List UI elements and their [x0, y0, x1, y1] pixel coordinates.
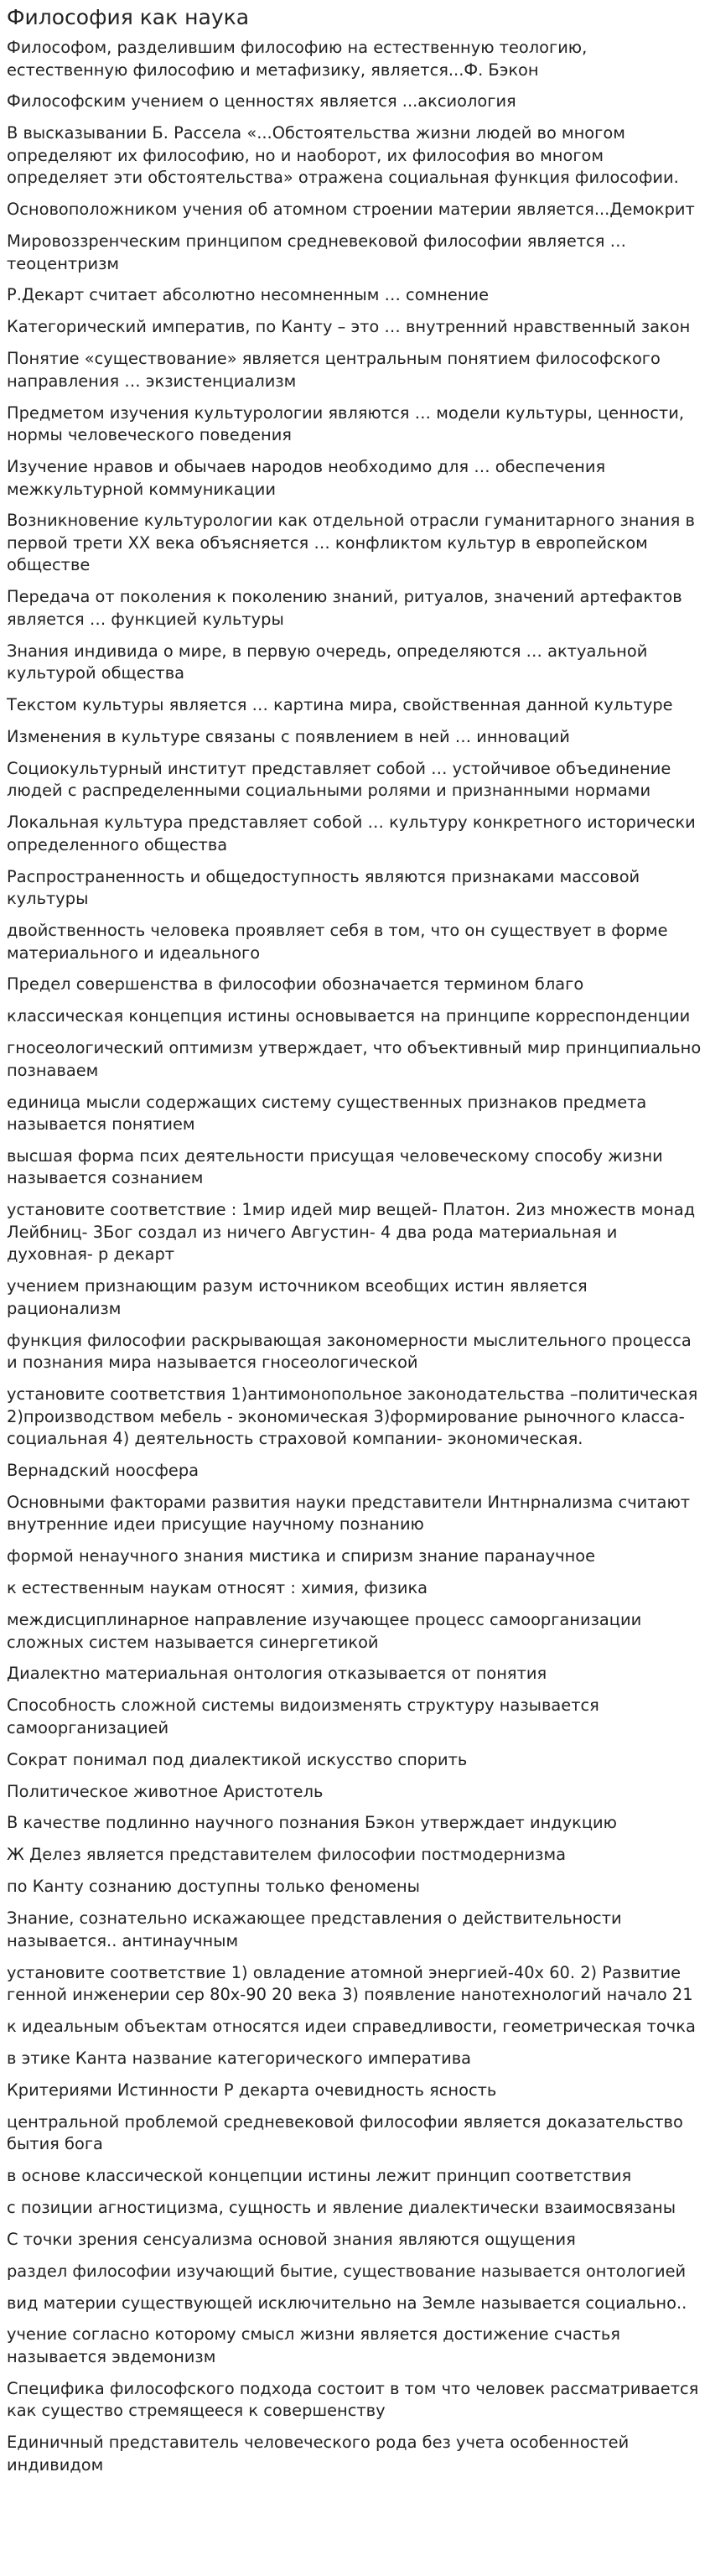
list-item: Локальная культура представляет собой … культуру конкретного исторически определенного общества	[7, 813, 696, 854]
list-item: формой ненаучного знания мистика и спиризм знание паранаучное	[7, 1546, 596, 1566]
list-item: С точки зрения сенсуализма основой знания являются ощущения	[7, 2229, 576, 2249]
list-item: Р.Декарт считает абсолютно несомненным … сомнение	[7, 285, 490, 305]
list-item: Распространенность и общедоступность являются признаками массовой культуры	[7, 866, 640, 909]
list-item: Знание, сознательно искажающее представления о действительности называется.. антинаучным	[7, 1909, 622, 1950]
list-item: установите соответствие 1) овладение атомной энергией-40х 60. 2) Развитие генной инженерии сер 80х-90 20 века 3) появление нанотехнологий начало 21	[7, 1962, 693, 2005]
list-item: в основе классической концепции истины лежит принцип соответствия	[7, 2165, 632, 2185]
list-item: гносеологический оптимизм утверждает, что объективный мир принципиально познаваем	[7, 1038, 702, 1080]
list-item: Специфика философского подхода состоит в том что человек рассматривается как существо стремящееся к совершенству	[7, 2378, 699, 2421]
list-item: Социокультурный институт представляет собой … устойчивое объединение людей с распределенными социальными ролями и признанными нормами	[7, 758, 671, 801]
list-item: двойственность человека проявляет себя в том, что он существует в форме материального и идеального	[7, 921, 668, 963]
list-item: Изучение нравов и обычаев народов необходимо для … обеспечения межкультурной коммуникации	[7, 457, 606, 499]
list-item: Ж Делез является представителем философии постмодернизма	[7, 1845, 566, 1865]
list-item: установите соответствия 1)антимонопольное законодательства –политическая 2)производством мебель - экономическая 3)формирование рыночного класса- социальная 4) деятельность страховой компании- экономическая.	[7, 1384, 698, 1449]
list-item: к идеальным объектам относятся идеи справедливости, геометрическая точка	[7, 2016, 696, 2036]
list-item: В высказывании Б. Рассела «...Обстоятельства жизни людей во многом определяют их философию, но и наоборот, их философия во многом определяет эти обстоятельства» отражена социальная функция философии.	[7, 123, 679, 188]
list-item: Диалектно материальная онтология отказывается от понятия	[7, 1664, 547, 1684]
list-item: В качестве подлинно научного познания Бэкон утверждает индукцию	[7, 1813, 617, 1833]
page-title: Философия как наука	[7, 5, 250, 29]
list-item: Возникновение культурологии как отдельной отрасли гуманитарного знания в первой трети XX века объясняется … конфликтом культур в европейском обществе	[7, 511, 695, 575]
list-item: Философом, разделившим философию на естественную теологию, естественную философию и метафизику, является...Ф. Бэкон	[7, 38, 588, 80]
list-item: Категорический императив, по Канту – это … внутренний нравственный закон	[7, 317, 691, 337]
list-item: Основными факторами развития науки представители Интнрнализма считают внутренние идеи присущие научному познанию	[7, 1492, 691, 1535]
list-item: Передача от поколения к поколению знаний, ритуалов, значений артефактов является … функцией культуры	[7, 587, 682, 629]
list-item: с позиции агностицизма, сущность и явление диалектически взаимосвязаны	[7, 2197, 676, 2217]
list-item: Изменения в культуре связаны с появлением в ней … инноваций	[7, 726, 570, 746]
list-item: Текстом культуры является … картина мира, свойственная данной культуре	[7, 695, 673, 715]
list-item: учением признающим разум источником всеобщих истин является рационализм	[7, 1276, 588, 1318]
list-item: учение согласно которому смысл жизни является достижение счастья называется эвдемонизм	[7, 2324, 620, 2366]
list-item: в этике Канта название категорического императива	[7, 2048, 472, 2068]
list-item: Философским учением о ценностях является ...аксиология	[7, 91, 516, 112]
list-item: классическая концепция истины основывается на принципе корреспонденции	[7, 1006, 691, 1026]
list-item: Критериями Истинности Р декарта очевидность ясность	[7, 2080, 497, 2100]
list-item: Единичный представитель человеческого рода без учета особенностей индивидом	[7, 2433, 630, 2475]
list-item: по Канту сознанию доступны только феномены	[7, 1877, 420, 1897]
list-item: Способность сложной системы видоизменять структуру называется самоорганизацией	[7, 1696, 599, 1737]
list-item: Основоположником учения об атомном строении материи является...Демокрит	[7, 200, 695, 220]
list-item: Мировоззренческим принципом средневековой философии является …теоцентризм	[7, 231, 626, 273]
list-item: междисциплинарное направление изучающее процесс самоорганизации сложных систем называется синергетикой	[7, 1610, 642, 1652]
list-item: единица мысли содержащих систему существенных признаков предмета называется понятием	[7, 1092, 647, 1135]
list-item: вид материи существующей исключительно на Земле называется социально..	[7, 2293, 687, 2313]
list-item: центральной проблемой средневековой философии является доказательство бытия бога	[7, 2111, 683, 2154]
list-item: высшая форма псих деятельности присущая человеческому способу жизни называется сознанием	[7, 1145, 663, 1188]
list-item: Сократ понимал под диалектикой искусство спорить	[7, 1749, 468, 1769]
list-item: Знания индивида о мире, в первую очередь, определяются … актуальной культурой общества	[7, 641, 648, 683]
list-item: установите соответствие : 1мир идей мир вещей- Платон. 2из множеств монад Лейбниц- 3Бог создал из ничего Августин- 4 два рода материальная и духовная- р декарт	[7, 1200, 696, 1265]
entry-list	[7, 37, 702, 2476]
list-item: к естественным наукам относят : химия, физика	[7, 1578, 428, 1598]
list-item: Предел совершенства в философии обозначается термином благо	[7, 974, 584, 995]
list-item: раздел философии изучающий бытие, существование называется онтологией	[7, 2261, 687, 2281]
list-item: Политическое животное Аристотель	[7, 1781, 324, 1801]
list-item: Предметом изучения культурологии являются … модели культуры, ценности, нормы человеческого поведения	[7, 402, 684, 445]
list-item: Понятие «существование» является центральным понятием философского направления … экзистенциализм	[7, 349, 661, 391]
list-item: Вернадский ноосфера	[7, 1460, 200, 1480]
list-item: функция философии раскрывающая закономерности мыслительного процесса и познания мира называется гносеологической	[7, 1330, 692, 1373]
